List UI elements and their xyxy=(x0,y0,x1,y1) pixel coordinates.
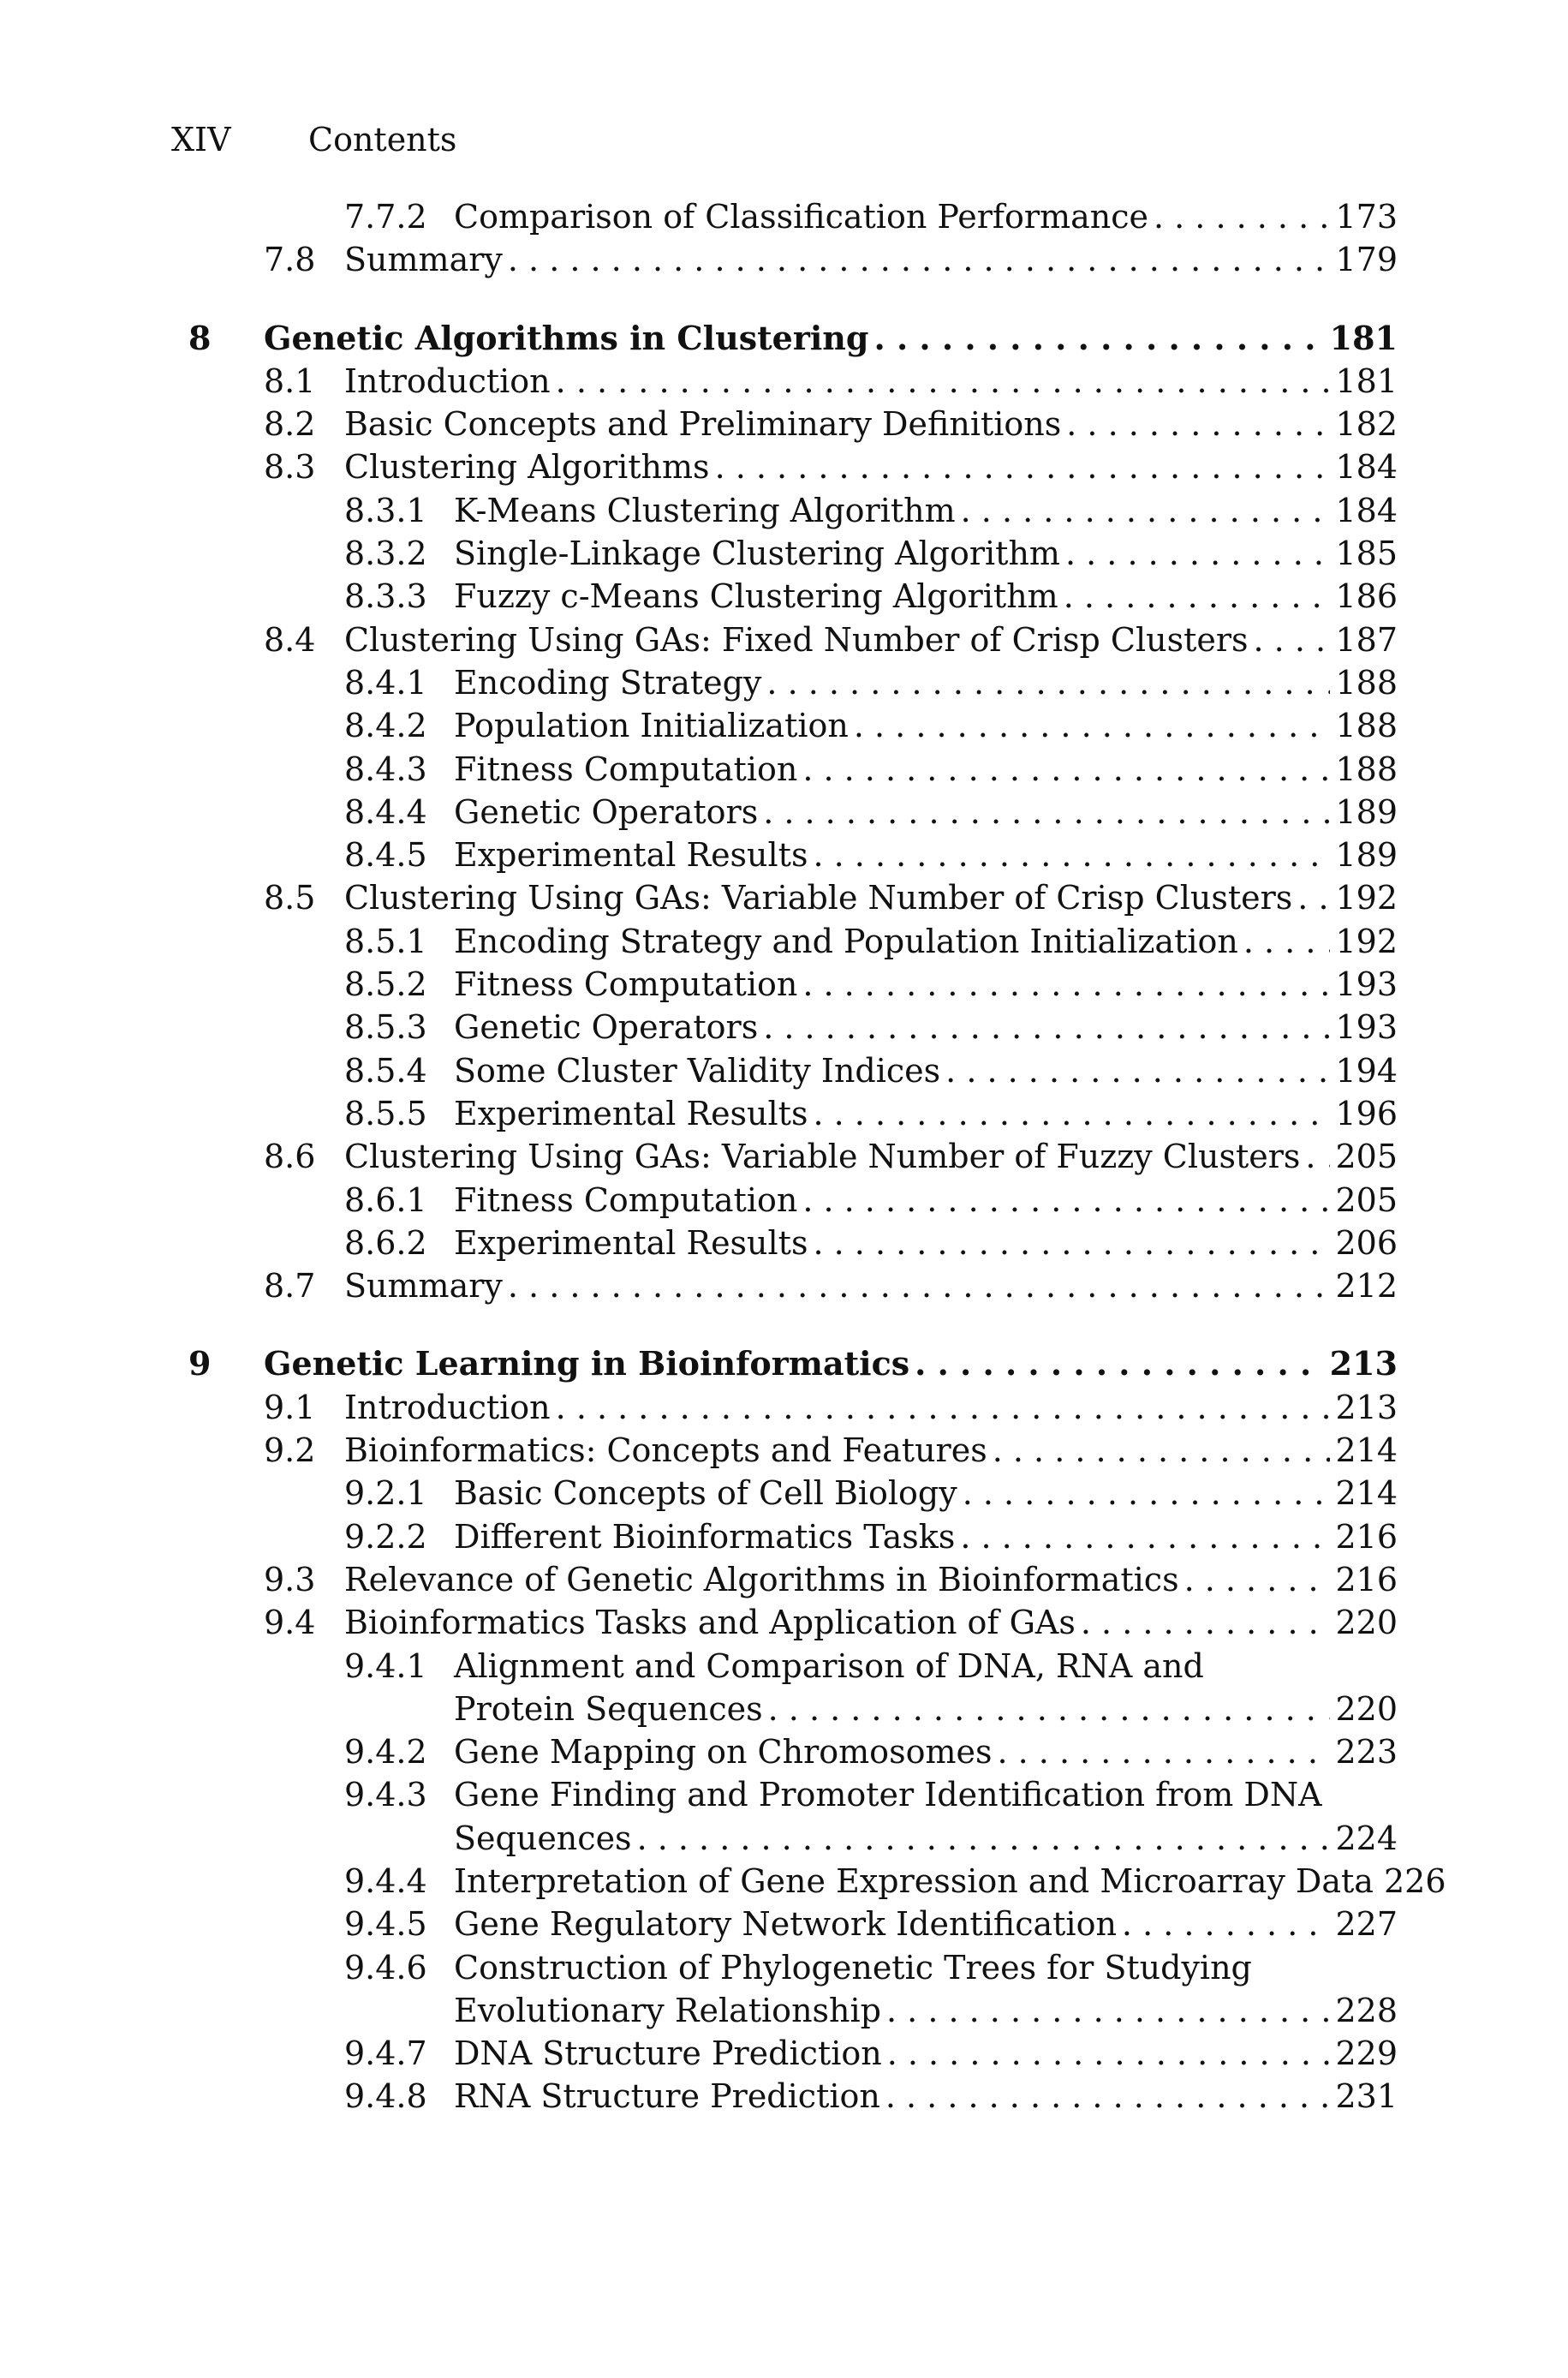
dot-leader xyxy=(1064,575,1331,618)
toc-entry-continuation[interactable] xyxy=(171,1688,1398,1730)
entry-page: 193 xyxy=(1335,1008,1398,1047)
entry-number: 8.1 xyxy=(264,361,316,400)
entry-page: 205 xyxy=(1335,1138,1398,1176)
toc-entry[interactable] xyxy=(171,1645,1398,1688)
entry-page: 224 xyxy=(1335,1819,1398,1857)
entry-page: 220 xyxy=(1335,1689,1398,1728)
entry-page: 184 xyxy=(1335,491,1398,529)
toc-entry[interactable] xyxy=(171,1515,1398,1558)
entry-page: 181 xyxy=(1335,361,1398,400)
entry-page: 226 xyxy=(1383,1861,1446,1900)
dot-leader xyxy=(1066,403,1330,445)
entry-number: 8.3.1 xyxy=(344,491,427,529)
toc-entry[interactable] xyxy=(171,618,1398,661)
dot-leader xyxy=(885,2075,1331,2118)
entry-number: 9.4.2 xyxy=(344,1733,427,1772)
entry-title-line2: Sequences xyxy=(454,1819,632,1857)
dot-leader xyxy=(915,1342,1325,1385)
toc-entry[interactable] xyxy=(171,833,1398,876)
entry-number: 8.3 xyxy=(264,448,316,487)
entry-title: Clustering Using GAs: Variable Number of Crisp Clusters xyxy=(344,879,1293,917)
toc-entry[interactable] xyxy=(171,1730,1398,1773)
dot-leader xyxy=(813,1222,1330,1264)
entry-title: K-Means Clustering Algorithm xyxy=(454,491,956,529)
entry-title: Encoding Strategy and Population Initialization xyxy=(454,922,1238,960)
toc-entry[interactable] xyxy=(171,1860,1446,1903)
toc-entry[interactable] xyxy=(171,1946,1398,1989)
dot-leader xyxy=(997,1730,1330,1773)
entry-page: 188 xyxy=(1335,750,1398,788)
entry-title: Gene Regulatory Network Identification xyxy=(454,1905,1117,1944)
entry-page: 173 xyxy=(1335,198,1398,236)
entry-page: 184 xyxy=(1335,448,1398,487)
entry-number: 9.4 xyxy=(264,1604,316,1642)
entry-title-line2: Evolutionary Relationship xyxy=(454,1991,881,2029)
chapter-number: 9 xyxy=(188,1344,212,1383)
entry-number: 8.3.3 xyxy=(344,577,427,616)
toc-entry-continuation[interactable] xyxy=(171,1817,1398,1860)
chapter-title: Genetic Learning in Bioinformatics xyxy=(264,1344,910,1383)
dot-leader xyxy=(961,489,1331,532)
table-of-contents xyxy=(171,195,1446,2118)
entry-page: 205 xyxy=(1335,1180,1398,1219)
toc-entry[interactable] xyxy=(171,238,1398,281)
entry-page: 189 xyxy=(1335,836,1398,875)
dot-leader xyxy=(1297,876,1330,919)
entry-number: 7.8 xyxy=(264,241,316,279)
entry-page: 229 xyxy=(1335,2034,1398,2073)
dot-leader xyxy=(945,1049,1330,1092)
entry-title-line1: Construction of Phylogenetic Trees for Studying xyxy=(454,1948,1252,1987)
entry-title-line1: Alignment and Comparison of DNA, RNA and xyxy=(454,1646,1204,1685)
toc-chapter[interactable] xyxy=(171,317,1398,360)
toc-entry[interactable] xyxy=(171,1049,1398,1092)
entry-title: Different Bioinformatics Tasks xyxy=(454,1517,956,1556)
entry-number: 9.3 xyxy=(264,1560,316,1598)
entry-page: 216 xyxy=(1335,1560,1398,1598)
toc-entry[interactable] xyxy=(171,360,1398,403)
entry-title: Introduction xyxy=(344,1388,551,1426)
dot-leader xyxy=(873,317,1324,360)
dot-leader xyxy=(766,661,1330,704)
entry-number: 8.5.2 xyxy=(344,965,427,1004)
entry-title: Bioinformatics: Concepts and Features xyxy=(344,1431,987,1470)
entry-title: Fuzzy c-Means Clustering Algorithm xyxy=(454,577,1058,616)
dot-leader xyxy=(1305,1135,1330,1178)
entry-number: 8.6.1 xyxy=(344,1180,427,1219)
toc-entry[interactable] xyxy=(171,1429,1398,1472)
dot-leader xyxy=(886,1989,1330,2032)
entry-number: 8.3.2 xyxy=(344,535,427,573)
entry-title: DNA Structure Prediction xyxy=(454,2034,882,2073)
entry-title: Basic Concepts and Preliminary Definitions xyxy=(344,405,1062,444)
dot-leader xyxy=(556,1386,1331,1429)
entry-title-line1: Gene Finding and Promoter Identification from DNA xyxy=(454,1776,1322,1814)
toc-entry[interactable] xyxy=(171,704,1398,747)
entry-number: 9.4.1 xyxy=(344,1646,427,1685)
entry-title: Comparison of Classification Performance xyxy=(454,198,1148,236)
entry-page: 181 xyxy=(1329,318,1398,357)
entry-number: 8.2 xyxy=(264,405,316,444)
dot-leader xyxy=(556,360,1331,403)
entry-title-line2: Protein Sequences xyxy=(454,1689,763,1728)
entry-title: Genetic Operators xyxy=(454,792,759,831)
dot-leader xyxy=(1081,1601,1331,1644)
toc-entry[interactable] xyxy=(171,963,1398,1006)
entry-number: 8.5 xyxy=(264,879,316,917)
entry-title: Interpretation of Gene Expression and Microarray Data xyxy=(454,1861,1374,1900)
entry-title: Gene Mapping on Chromosomes xyxy=(454,1733,993,1772)
entry-number: 9.2.1 xyxy=(344,1474,427,1513)
entry-title: Population Initialization xyxy=(454,707,849,745)
toc-entry[interactable] xyxy=(171,791,1398,833)
entry-page: 212 xyxy=(1335,1267,1398,1306)
dot-leader xyxy=(1254,618,1331,661)
entry-page: 192 xyxy=(1335,879,1398,917)
entry-number: 9.4.3 xyxy=(344,1776,427,1814)
entry-title: Relevance of Genetic Algorithms in Bioinformatics xyxy=(344,1560,1179,1598)
toc-entry[interactable] xyxy=(171,1472,1398,1515)
entry-title: Encoding Strategy xyxy=(454,663,762,702)
chapter-title: Genetic Algorithms in Clustering xyxy=(264,318,869,357)
entry-number: 8.4.1 xyxy=(344,663,427,702)
toc-entry[interactable] xyxy=(171,1264,1398,1307)
toc-chapter[interactable] xyxy=(171,1342,1398,1385)
dot-leader xyxy=(813,833,1330,876)
entry-number: 9.4.6 xyxy=(344,1948,427,1987)
entry-title: Basic Concepts of Cell Biology xyxy=(454,1474,957,1513)
entry-number: 9.4.4 xyxy=(344,1861,427,1900)
entry-page: 213 xyxy=(1329,1344,1398,1383)
entry-title: Clustering Algorithms xyxy=(344,448,710,487)
entry-title: Clustering Using GAs: Fixed Number of Crisp Clusters xyxy=(344,620,1249,659)
entry-page: 213 xyxy=(1335,1388,1398,1426)
entry-page: 194 xyxy=(1335,1051,1398,1090)
toc-entry[interactable] xyxy=(171,2032,1398,2075)
entry-number: 8.4.5 xyxy=(344,836,427,875)
entry-page: 216 xyxy=(1335,1517,1398,1556)
dot-leader xyxy=(1122,1903,1331,1945)
dot-leader xyxy=(508,1264,1331,1307)
entry-title: Single-Linkage Clustering Algorithm xyxy=(454,535,1060,573)
dot-leader xyxy=(637,1817,1331,1860)
toc-entry[interactable] xyxy=(171,195,1398,238)
toc-entry[interactable] xyxy=(171,1006,1398,1049)
toc-entry[interactable] xyxy=(171,1179,1398,1222)
dot-leader xyxy=(715,445,1331,488)
entry-title: Summary xyxy=(344,241,503,279)
toc-entry[interactable] xyxy=(171,445,1398,488)
toc-entry[interactable] xyxy=(171,1773,1398,1816)
entry-page: 223 xyxy=(1335,1733,1398,1772)
entry-page: 220 xyxy=(1335,1604,1398,1642)
entry-number: 9.2.2 xyxy=(344,1517,427,1556)
dot-leader xyxy=(768,1688,1331,1730)
toc-entry[interactable] xyxy=(171,1601,1398,1644)
toc-entry[interactable] xyxy=(171,1135,1398,1178)
dot-leader xyxy=(854,704,1331,747)
entry-number: 9.4.5 xyxy=(344,1905,427,1944)
toc-entry[interactable] xyxy=(171,575,1398,618)
toc-entry[interactable] xyxy=(171,1092,1398,1135)
entry-page: 189 xyxy=(1335,792,1398,831)
entry-title: Experimental Results xyxy=(454,836,808,875)
entry-page: 182 xyxy=(1335,405,1398,444)
entry-number: 9.4.8 xyxy=(344,2077,427,2116)
entry-title: Some Cluster Validity Indices xyxy=(454,1051,941,1090)
dot-leader xyxy=(887,2032,1331,2075)
entry-page: 185 xyxy=(1335,535,1398,573)
dot-leader xyxy=(963,1472,1331,1515)
dot-leader xyxy=(1184,1558,1331,1601)
header-title: Contents xyxy=(308,121,457,158)
dot-leader xyxy=(802,1179,1330,1222)
entry-title: Fitness Computation xyxy=(454,750,798,788)
entry-title: Introduction xyxy=(344,361,551,400)
entry-title: Clustering Using GAs: Variable Number of Fuzzy Clusters xyxy=(344,1138,1301,1176)
entry-title: Experimental Results xyxy=(454,1223,808,1262)
entry-page: 196 xyxy=(1335,1094,1398,1132)
entry-number: 8.4.2 xyxy=(344,707,427,745)
entry-title: Fitness Computation xyxy=(454,965,798,1004)
entry-page: 187 xyxy=(1335,620,1398,659)
entry-number: 8.5.3 xyxy=(344,1008,427,1047)
entry-page: 188 xyxy=(1335,663,1398,702)
entry-number: 8.6 xyxy=(264,1138,316,1176)
dot-leader xyxy=(763,1006,1330,1049)
dot-leader xyxy=(960,1515,1330,1558)
dot-leader xyxy=(1154,195,1330,238)
entry-title: Bioinformatics Tasks and Application of GAs xyxy=(344,1604,1076,1642)
entry-title: Experimental Results xyxy=(454,1094,808,1132)
toc-entry[interactable] xyxy=(171,920,1398,963)
entry-number: 8.5.1 xyxy=(344,922,427,960)
entry-title: Summary xyxy=(344,1267,503,1306)
toc-entry-continuation[interactable] xyxy=(171,1989,1398,2032)
entry-page: 231 xyxy=(1335,2077,1398,2116)
toc-entry[interactable] xyxy=(171,1386,1398,1429)
entry-number: 8.5.5 xyxy=(344,1094,427,1132)
dot-leader xyxy=(763,791,1330,833)
running-header xyxy=(171,118,456,161)
entry-page: 228 xyxy=(1335,1991,1398,2029)
entry-number: 8.4.4 xyxy=(344,792,427,831)
entry-number: 9.2 xyxy=(264,1431,316,1470)
entry-page: 214 xyxy=(1335,1474,1398,1513)
dot-leader xyxy=(802,748,1330,791)
entry-number: 8.4 xyxy=(264,620,316,659)
toc-entry[interactable] xyxy=(171,661,1398,704)
toc-entry[interactable] xyxy=(171,2075,1398,2118)
toc-entry[interactable] xyxy=(171,748,1398,791)
entry-number: 8.4.3 xyxy=(344,750,427,788)
entry-number: 7.7.2 xyxy=(344,198,427,236)
entry-page: 179 xyxy=(1335,241,1398,279)
toc-entry[interactable] xyxy=(171,1903,1398,1945)
entry-page: 227 xyxy=(1335,1905,1398,1944)
entry-page: 214 xyxy=(1335,1431,1398,1470)
toc-entry[interactable] xyxy=(171,403,1398,445)
chapter-number: 8 xyxy=(188,318,212,357)
entry-page: 188 xyxy=(1335,707,1398,745)
toc-entry[interactable] xyxy=(171,489,1398,532)
entry-page: 193 xyxy=(1335,965,1398,1004)
toc-entry[interactable] xyxy=(171,1558,1398,1601)
dot-leader xyxy=(813,1092,1330,1135)
entry-page: 192 xyxy=(1335,922,1398,960)
dot-leader xyxy=(802,963,1330,1006)
dot-leader xyxy=(1243,920,1331,963)
page-number: XIV xyxy=(171,121,231,158)
toc-entry[interactable] xyxy=(171,532,1398,575)
entry-number: 8.6.2 xyxy=(344,1223,427,1262)
entry-title: RNA Structure Prediction xyxy=(454,2077,880,2116)
entry-title: Fitness Computation xyxy=(454,1180,798,1219)
entry-number: 9.1 xyxy=(264,1388,316,1426)
toc-entry[interactable] xyxy=(171,1222,1398,1264)
toc-entry[interactable] xyxy=(171,876,1398,919)
dot-leader xyxy=(508,238,1331,281)
entry-number: 8.5.4 xyxy=(344,1051,427,1090)
dot-leader xyxy=(993,1429,1331,1472)
entry-page: 186 xyxy=(1335,577,1398,616)
dot-leader xyxy=(1065,532,1331,575)
entry-number: 8.7 xyxy=(264,1267,316,1306)
entry-number: 9.4.7 xyxy=(344,2034,427,2073)
entry-title: Genetic Operators xyxy=(454,1008,759,1047)
entry-page: 206 xyxy=(1335,1223,1398,1262)
